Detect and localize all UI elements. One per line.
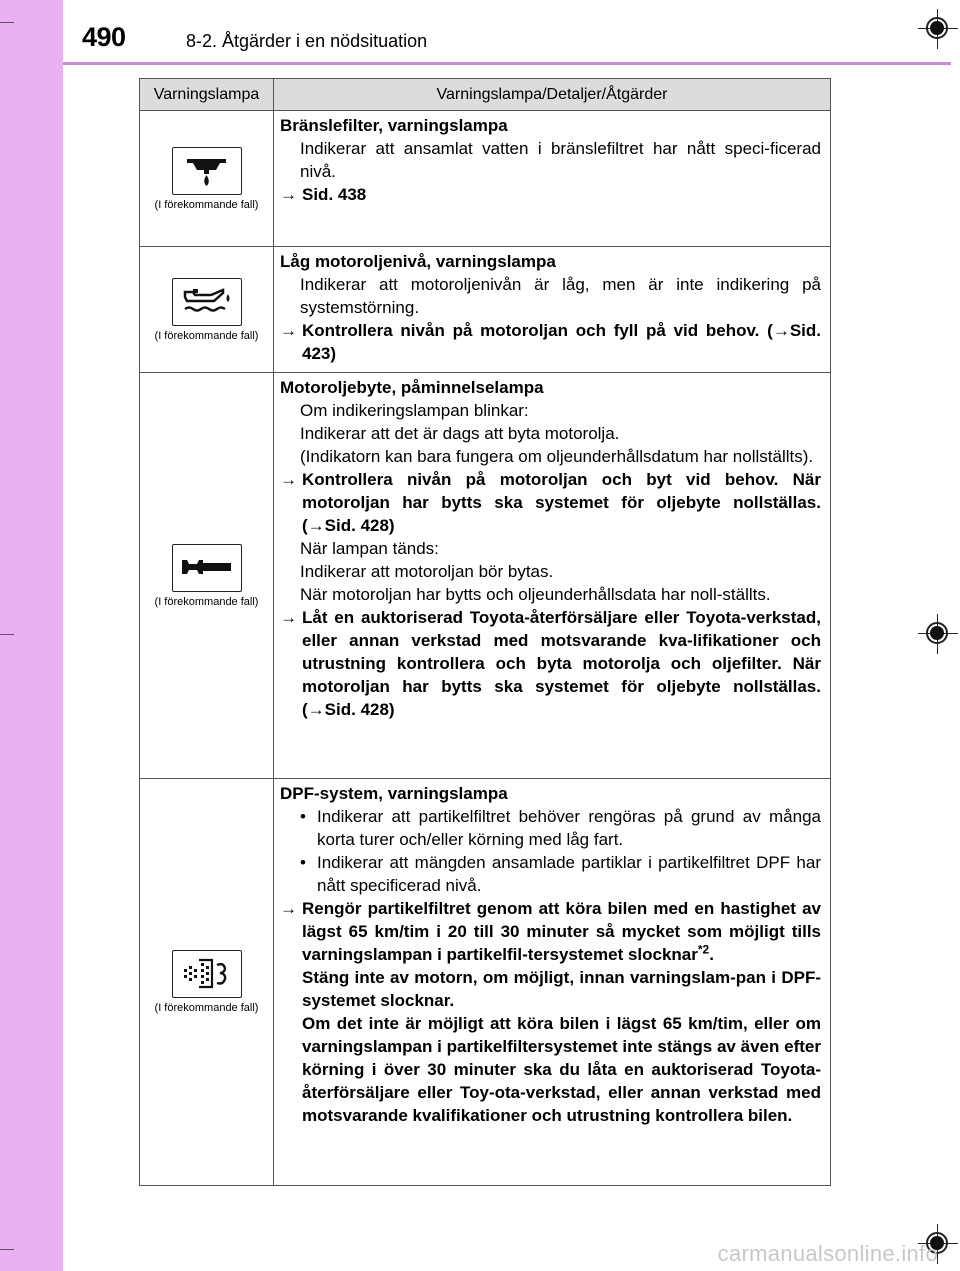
- action-text-part: Låt en auktoriserad Toyota-återförsäljare eller Toyota-verkstad, eller annan verkstad med motsvarande kva-lifikationer och utrustning kontrollera och byta motorolja och oljefilter. När motoroljan har bytts ska systemet för oljebyte nollställas. (: [302, 608, 821, 719]
- page-reference: Sid. 428): [324, 700, 395, 719]
- action-text: [302, 897, 821, 1127]
- action-item: [280, 606, 821, 721]
- header-rule: [63, 62, 951, 65]
- lamp-caption: (I förekommande fall): [154, 329, 259, 342]
- lamp-description: (Indikatorn kan bara fungera om oljeunderhållsdatum har nollställts).: [300, 447, 814, 466]
- action-text: [302, 468, 821, 537]
- table-row: [140, 111, 831, 247]
- warning-lamp-table: [139, 78, 831, 1186]
- bullet-icon: •: [300, 853, 306, 872]
- lamp-caption: (I förekommande fall): [154, 595, 259, 608]
- lamp-icon-cell: [140, 373, 274, 779]
- bullet-icon: •: [300, 807, 306, 826]
- lamp-icon-cell: [140, 111, 274, 247]
- action-text-part: Om det inte är möjligt att köra bilen i lägst 65 km/tim, eller om varningslampan i partikelfiltersystemet inte stängs av även efter körning i över 30 minuter ska du låta en auktoriserad Toyota-återförsäljare eller Toy-ota-verkstad, eller annan verkstad med motsvarande kvalifikationer och utrustning kontrollera bilen.: [302, 1014, 821, 1125]
- bullet-item: [280, 805, 821, 851]
- lamp-description: Indikerar att det är dags att byta motorolja.: [300, 424, 620, 443]
- watermark-text: carmanualsonline.info: [717, 1241, 938, 1266]
- lamp-icon-cell: [140, 247, 274, 373]
- side-color-strip: [0, 0, 63, 1271]
- lamp-description: Indikerar att ansamlat vatten i bränslefiltret har nått speci-ficerad nivå.: [300, 139, 821, 181]
- page-reference: Sid. 423): [302, 321, 821, 363]
- table-row: [140, 373, 831, 779]
- lamp-icon-cell: [140, 779, 274, 1186]
- lamp-caption: (I förekommande fall): [154, 198, 259, 211]
- bullet-text: Indikerar att mängden ansamlade partiklar i partikelfiltret DPF har nått specificerad nivå.: [317, 853, 821, 895]
- dpf-particle-filter-icon: [172, 950, 242, 998]
- lamp-title: Låg motoroljenivå, varningslampa: [280, 252, 556, 271]
- page-reference: Sid. 438: [302, 185, 367, 204]
- arrow-right-icon: →: [772, 321, 790, 340]
- action-item: [280, 319, 821, 365]
- lamp-description-cell: [274, 111, 831, 247]
- action-item: [280, 183, 821, 206]
- lamp-caption: (I förekommande fall): [154, 1002, 259, 1014]
- lamp-description-cell: [274, 779, 831, 1186]
- arrow-right-icon: →: [280, 899, 297, 918]
- oil-can-level-icon: [172, 278, 242, 326]
- action-text-part: Kontrollera nivån på motoroljan och byt vid behov. När motoroljan har bytts ska systemet för oljebyte nollställas. (: [302, 470, 821, 535]
- registration-mark-icon: [918, 9, 958, 49]
- table-row: [140, 779, 831, 1186]
- page-reference: Sid. 428): [324, 516, 395, 535]
- action-text: [302, 319, 821, 365]
- action-item: [280, 897, 821, 1127]
- column-header-details: Varningslampa/Detaljer/Åtgärder: [274, 79, 831, 111]
- lamp-title: DPF-system, varningslampa: [280, 784, 508, 803]
- lamp-description: Indikerar att motoroljan bör bytas.: [300, 562, 554, 581]
- lamp-description: Om indikeringslampan blinkar:: [300, 401, 529, 420]
- arrow-right-icon: →: [307, 516, 325, 535]
- crop-mark: [0, 1249, 14, 1250]
- lamp-title: Bränslefilter, varningslampa: [280, 116, 508, 135]
- arrow-right-icon: →: [280, 608, 297, 627]
- action-text-part: [302, 899, 821, 964]
- lamp-title: Motoroljebyte, påminnelselampa: [280, 378, 544, 397]
- crop-mark: [0, 22, 14, 23]
- table-header-row: [140, 79, 831, 111]
- action-text-part: .: [709, 945, 714, 964]
- column-header-lamp: Varningslampa: [140, 79, 274, 111]
- section-title: 8-2. Åtgärder i en nödsituation: [186, 31, 428, 51]
- bullet-item: [280, 851, 821, 897]
- footnote-marker: *2: [697, 942, 710, 957]
- page-number: 490: [82, 22, 126, 52]
- action-text: [302, 606, 821, 721]
- arrow-right-icon: →: [280, 470, 297, 489]
- registration-mark-icon: [918, 614, 958, 654]
- lamp-description-cell: [274, 247, 831, 373]
- lamp-description-cell: [274, 373, 831, 779]
- crop-mark: [0, 634, 14, 635]
- fuel-filter-water-icon: [172, 147, 242, 195]
- action-text-part: Stäng inte av motorn, om möjligt, innan varningslam-pan i DPF-systemet slocknar.: [302, 968, 821, 1010]
- action-item: [280, 468, 821, 537]
- table-row: [140, 247, 831, 373]
- lamp-description: När motoroljan har bytts och oljeunderhållsdata har noll-ställts.: [300, 585, 771, 604]
- lamp-description: Indikerar att motoroljenivån är låg, men är inte indikering på systemstörning.: [300, 275, 821, 317]
- bullet-text: Indikerar att partikelfiltret behöver rengöras på grund av många korta turer och/eller körning med låg fart.: [317, 807, 821, 849]
- wrench-icon: [172, 544, 242, 592]
- arrow-right-icon: →: [280, 185, 297, 204]
- action-text-part: Rengör partikelfiltret genom att köra bilen med en hastighet av lägst 65 km/tim i 20 till 30 minuter så mycket som möjligt tills varningslampan i partikelfil-tersystemet slocknar: [302, 899, 821, 964]
- arrow-right-icon: →: [280, 321, 297, 340]
- lamp-description: När lampan tänds:: [300, 539, 439, 558]
- action-text-part: Kontrollera nivån på motoroljan och fyll på vid behov. (: [302, 321, 773, 340]
- arrow-right-icon: →: [307, 700, 325, 719]
